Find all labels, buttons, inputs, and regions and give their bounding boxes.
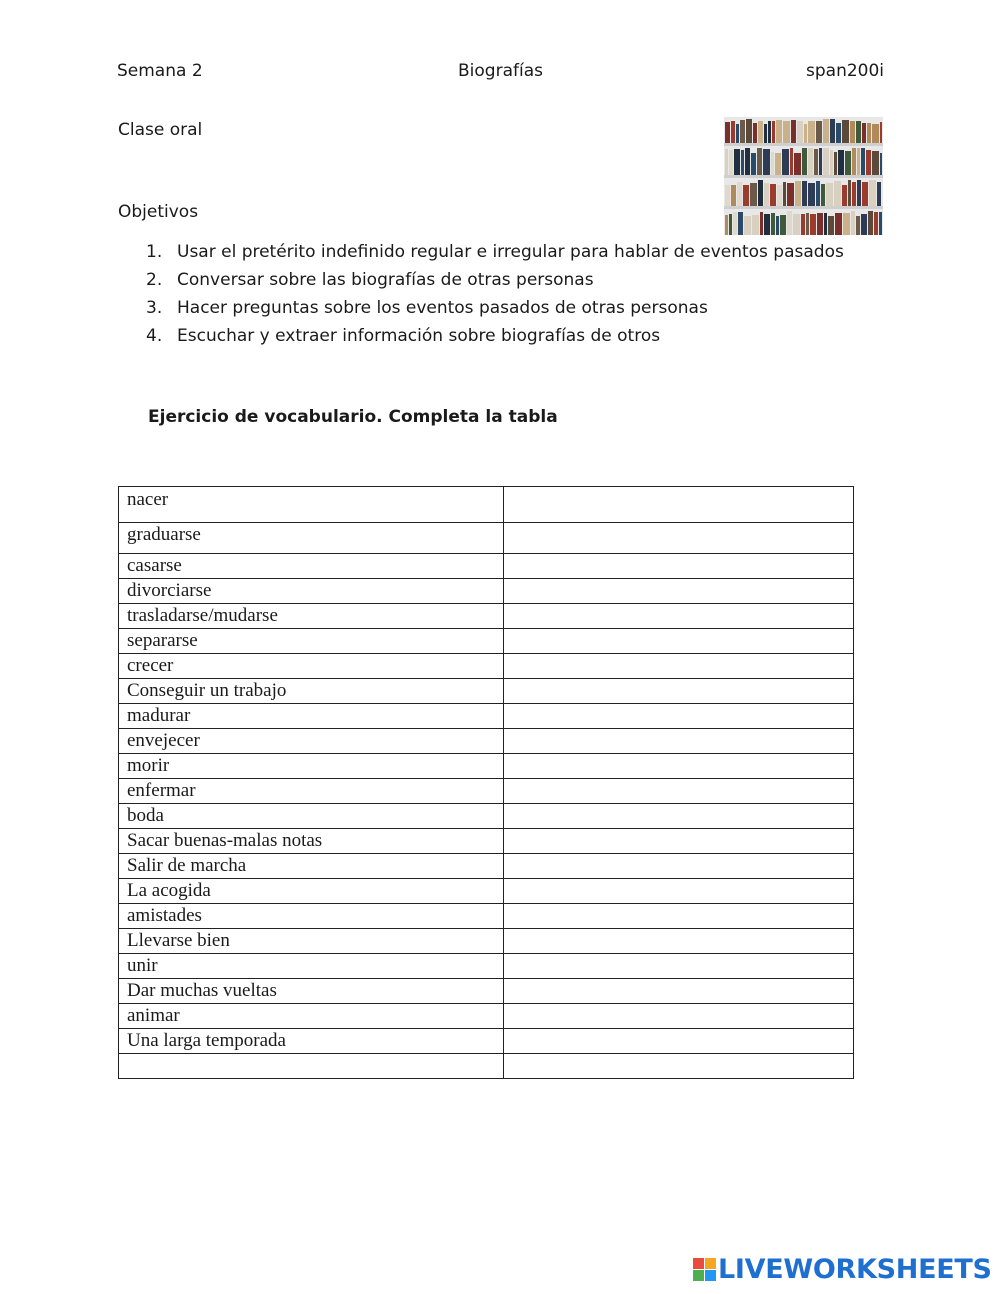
vocab-term: amistades xyxy=(119,904,504,929)
book-spine xyxy=(830,150,833,175)
book-spine xyxy=(862,123,866,143)
vocab-answer-input[interactable] xyxy=(512,705,849,727)
table-row xyxy=(119,954,854,979)
vocab-answer-input[interactable] xyxy=(512,655,849,677)
book-spine xyxy=(801,214,805,235)
book-spine xyxy=(752,215,759,235)
vocab-term: Una larga temporada xyxy=(119,1029,504,1054)
book-spine xyxy=(814,149,818,175)
objective-number: 3. xyxy=(146,298,163,318)
book-spine xyxy=(763,149,770,175)
book-spine xyxy=(804,124,807,143)
vocab-term: nacer xyxy=(119,487,504,523)
vocab-answer-cell[interactable] xyxy=(504,487,854,523)
table-row xyxy=(119,579,854,604)
vocab-term: graduarse xyxy=(119,523,504,554)
book-spine xyxy=(729,150,733,175)
table-row xyxy=(119,604,854,629)
vocab-term: boda xyxy=(119,804,504,829)
book-spine xyxy=(826,183,833,206)
vocab-term: madurar xyxy=(119,704,504,729)
vocab-answer-cell[interactable] xyxy=(504,604,854,629)
vocab-term: separarse xyxy=(119,629,504,654)
book-spine xyxy=(733,212,737,235)
book-spine xyxy=(851,211,855,235)
book-spine xyxy=(862,182,868,206)
table-row xyxy=(119,554,854,579)
book-spine xyxy=(737,182,742,206)
book-spine xyxy=(772,121,775,143)
vocab-term: unir xyxy=(119,954,504,979)
header-course-code: span200i xyxy=(806,61,885,81)
vocab-answer-input[interactable] xyxy=(512,905,849,927)
vocab-answer-input[interactable] xyxy=(512,1030,849,1052)
book-spine xyxy=(768,121,771,143)
vocab-term xyxy=(119,1054,504,1079)
vocab-term: morir xyxy=(119,754,504,779)
book-spine xyxy=(743,185,749,206)
book-spine xyxy=(872,151,879,175)
vocab-answer-input[interactable] xyxy=(512,524,849,546)
logo-tile xyxy=(693,1258,704,1269)
table-row xyxy=(119,854,854,879)
book-spine xyxy=(794,153,801,175)
vocab-answer-cell[interactable] xyxy=(504,629,854,654)
book-spine xyxy=(776,216,779,235)
header-week: Semana 2 xyxy=(117,61,203,81)
vocab-answer-input[interactable] xyxy=(512,880,849,902)
book-spine xyxy=(857,148,860,175)
book-spine xyxy=(729,214,732,235)
table-row xyxy=(119,1004,854,1029)
book-spine xyxy=(802,181,807,206)
book-spine xyxy=(764,214,770,235)
book-spine xyxy=(776,120,782,143)
book-spine xyxy=(787,183,794,206)
vocab-term: Llevarse bien xyxy=(119,929,504,954)
book-spine xyxy=(758,121,763,143)
vocab-answer-input[interactable] xyxy=(512,855,849,877)
book-spine xyxy=(842,185,847,206)
vocab-answer-cell[interactable] xyxy=(504,929,854,954)
objective-text: Escuchar y extraer información sobre biografías de otros xyxy=(177,326,661,346)
table-row xyxy=(119,729,854,754)
bookshelf-row xyxy=(724,178,883,206)
vocab-answer-input[interactable] xyxy=(512,1055,849,1077)
vocab-answer-input[interactable] xyxy=(512,555,849,577)
table-row xyxy=(119,487,854,523)
bookshelf-row xyxy=(724,209,883,235)
book-spine xyxy=(808,148,813,175)
book-spine xyxy=(856,216,860,235)
book-spine xyxy=(790,148,793,175)
book-spine xyxy=(843,213,850,235)
book-spine xyxy=(867,123,871,143)
logo-wordmark: LIVEWORKSHEETS xyxy=(718,1253,992,1285)
vocab-answer-cell[interactable] xyxy=(504,1004,854,1029)
table-row xyxy=(119,979,854,1004)
table-row xyxy=(119,1054,854,1079)
book-spine xyxy=(824,213,827,235)
book-spine xyxy=(780,215,786,235)
book-spine xyxy=(783,182,786,206)
book-spine xyxy=(880,122,882,143)
vocab-answer-cell[interactable] xyxy=(504,904,854,929)
bookshelf-row xyxy=(724,146,883,175)
vocab-term: Salir de marcha xyxy=(119,854,504,879)
book-spine xyxy=(795,181,801,206)
book-spine xyxy=(866,150,871,175)
book-spine xyxy=(877,182,881,206)
vocab-answer-cell[interactable] xyxy=(504,879,854,904)
vocab-term: Sacar buenas-malas notas xyxy=(119,829,504,854)
book-spine xyxy=(821,184,825,206)
book-spine xyxy=(746,119,752,143)
book-spine xyxy=(741,150,744,175)
book-spine xyxy=(861,214,867,235)
book-spine xyxy=(771,213,775,235)
objective-number: 4. xyxy=(146,326,163,346)
book-spine xyxy=(770,184,776,206)
vocab-answer-cell[interactable] xyxy=(504,729,854,754)
book-spine xyxy=(734,149,740,175)
book-spine xyxy=(816,121,822,143)
book-spine xyxy=(758,180,763,206)
book-spine xyxy=(806,213,809,235)
book-spine xyxy=(725,215,728,235)
book-spine xyxy=(874,212,878,235)
book-spine xyxy=(857,180,861,206)
book-spine xyxy=(764,124,767,143)
book-spine xyxy=(791,120,796,143)
objective-number: 2. xyxy=(146,270,163,290)
book-spine xyxy=(787,211,792,235)
objective-text: Hacer preguntas sobre los eventos pasados de otras personas xyxy=(177,298,708,318)
book-spine xyxy=(731,185,736,206)
book-spine xyxy=(879,212,882,235)
vocab-answer-cell[interactable] xyxy=(504,804,854,829)
book-spine xyxy=(782,149,789,175)
vocab-answer-input[interactable] xyxy=(512,680,849,702)
book-spine xyxy=(861,148,865,175)
book-spine xyxy=(819,148,822,175)
book-spine xyxy=(760,212,763,235)
vocab-answer-cell[interactable] xyxy=(504,754,854,779)
table-row xyxy=(119,879,854,904)
objective-text: Usar el pretérito indefinido regular e irregular para hablar de eventos pasados xyxy=(177,242,844,262)
book-spine xyxy=(838,150,844,175)
logo-tiles-icon xyxy=(693,1258,716,1281)
book-spine xyxy=(725,185,730,206)
bookshelf-row xyxy=(724,117,883,143)
vocab-answer-input[interactable] xyxy=(512,930,849,952)
book-spine xyxy=(808,183,815,206)
table-row xyxy=(119,804,854,829)
vocab-answer-cell[interactable] xyxy=(504,854,854,879)
vocab-answer-input[interactable] xyxy=(512,730,849,752)
book-spine xyxy=(834,152,837,175)
book-spine xyxy=(856,121,861,143)
table-row xyxy=(119,629,854,654)
vocab-answer-input[interactable] xyxy=(512,780,849,802)
book-spine xyxy=(736,124,739,143)
vocab-term: envejecer xyxy=(119,729,504,754)
book-spine xyxy=(828,216,834,235)
book-spine xyxy=(848,180,851,206)
vocab-answer-input[interactable] xyxy=(512,580,849,602)
vocab-answer-cell[interactable] xyxy=(504,1029,854,1054)
vocab-term: enfermar xyxy=(119,779,504,804)
vocab-answer-input[interactable] xyxy=(512,955,849,977)
book-spine xyxy=(817,213,823,235)
book-spine xyxy=(834,181,841,206)
vocab-term: casarse xyxy=(119,554,504,579)
logo-tile xyxy=(705,1270,716,1281)
book-spine xyxy=(793,214,800,235)
book-spine xyxy=(836,123,841,143)
table-row xyxy=(119,1029,854,1054)
vocab-answer-cell[interactable] xyxy=(504,579,854,604)
table-row xyxy=(119,704,854,729)
book-spine xyxy=(751,153,756,175)
book-spine xyxy=(725,149,728,175)
vocabulary-table xyxy=(118,486,854,1079)
vocab-answer-input[interactable] xyxy=(512,830,849,852)
table-row xyxy=(119,754,854,779)
vocab-answer-input[interactable] xyxy=(512,605,849,627)
book-spine xyxy=(816,181,820,206)
vocab-term: Conseguir un trabajo xyxy=(119,679,504,704)
class-type-label: Clase oral xyxy=(118,120,203,140)
book-spine xyxy=(842,120,849,143)
vocab-answer-input[interactable] xyxy=(512,489,849,511)
book-spine xyxy=(802,148,807,175)
vocab-answer-input[interactable] xyxy=(512,805,849,827)
bookshelf-image xyxy=(724,117,883,235)
book-spine xyxy=(845,151,851,175)
book-spine xyxy=(757,148,762,175)
vocab-answer-input[interactable] xyxy=(512,630,849,652)
book-spine xyxy=(850,121,855,143)
book-spine xyxy=(797,121,803,143)
vocab-answer-input[interactable] xyxy=(512,980,849,1002)
book-spine xyxy=(764,183,769,206)
vocab-answer-cell[interactable] xyxy=(504,979,854,1004)
liveworksheets-logo[interactable] xyxy=(693,1254,992,1284)
vocab-answer-cell[interactable] xyxy=(504,704,854,729)
vocab-answer-cell[interactable] xyxy=(504,954,854,979)
book-spine xyxy=(835,213,842,235)
book-spine xyxy=(852,148,856,175)
book-spine xyxy=(775,153,781,175)
table-row xyxy=(119,904,854,929)
book-spine xyxy=(810,214,816,235)
vocab-term: Dar muchas vueltas xyxy=(119,979,504,1004)
table-row xyxy=(119,929,854,954)
logo-tile xyxy=(705,1258,716,1269)
objectives-heading: Objetivos xyxy=(118,202,199,222)
vocab-term: animar xyxy=(119,1004,504,1029)
book-spine xyxy=(750,183,757,206)
vocab-term: trasladarse/mudarse xyxy=(119,604,504,629)
book-spine xyxy=(740,120,745,143)
exercise-title: Ejercicio de vocabulario. Completa la tabla xyxy=(148,407,558,427)
book-spine xyxy=(777,185,782,206)
table-row xyxy=(119,523,854,554)
book-spine xyxy=(745,148,750,175)
book-spine xyxy=(872,124,879,143)
vocab-term: divorciarse xyxy=(119,579,504,604)
book-spine xyxy=(771,152,774,175)
book-spine xyxy=(731,121,735,143)
objective-number: 1. xyxy=(146,242,163,262)
book-spine xyxy=(880,153,882,175)
vocab-answer-cell[interactable] xyxy=(504,654,854,679)
vocab-answer-cell[interactable] xyxy=(504,779,854,804)
vocab-answer-cell[interactable] xyxy=(504,554,854,579)
vocab-answer-input[interactable] xyxy=(512,755,849,777)
header-title: Biografías xyxy=(458,61,543,81)
table-row xyxy=(119,654,854,679)
book-spine xyxy=(738,212,743,235)
logo-tile xyxy=(693,1270,704,1281)
vocab-answer-input[interactable] xyxy=(512,1005,849,1027)
vocab-answer-cell[interactable] xyxy=(504,523,854,554)
book-spine xyxy=(868,211,873,235)
book-spine xyxy=(869,180,876,206)
objective-text: Conversar sobre las biografías de otras personas xyxy=(177,270,594,290)
table-row xyxy=(119,829,854,854)
book-spine xyxy=(852,182,856,206)
book-spine xyxy=(808,121,815,143)
book-spine xyxy=(744,216,751,235)
book-spine xyxy=(823,119,829,143)
vocab-term: La acogida xyxy=(119,879,504,904)
book-spine xyxy=(783,121,790,143)
book-spine xyxy=(830,119,835,143)
table-row xyxy=(119,679,854,704)
book-spine xyxy=(725,122,730,143)
book-spine xyxy=(823,148,829,175)
vocab-term: crecer xyxy=(119,654,504,679)
table-row xyxy=(119,779,854,804)
book-spine xyxy=(753,123,757,143)
vocab-answer-cell[interactable] xyxy=(504,1054,854,1079)
vocab-answer-cell[interactable] xyxy=(504,679,854,704)
vocab-answer-cell[interactable] xyxy=(504,829,854,854)
